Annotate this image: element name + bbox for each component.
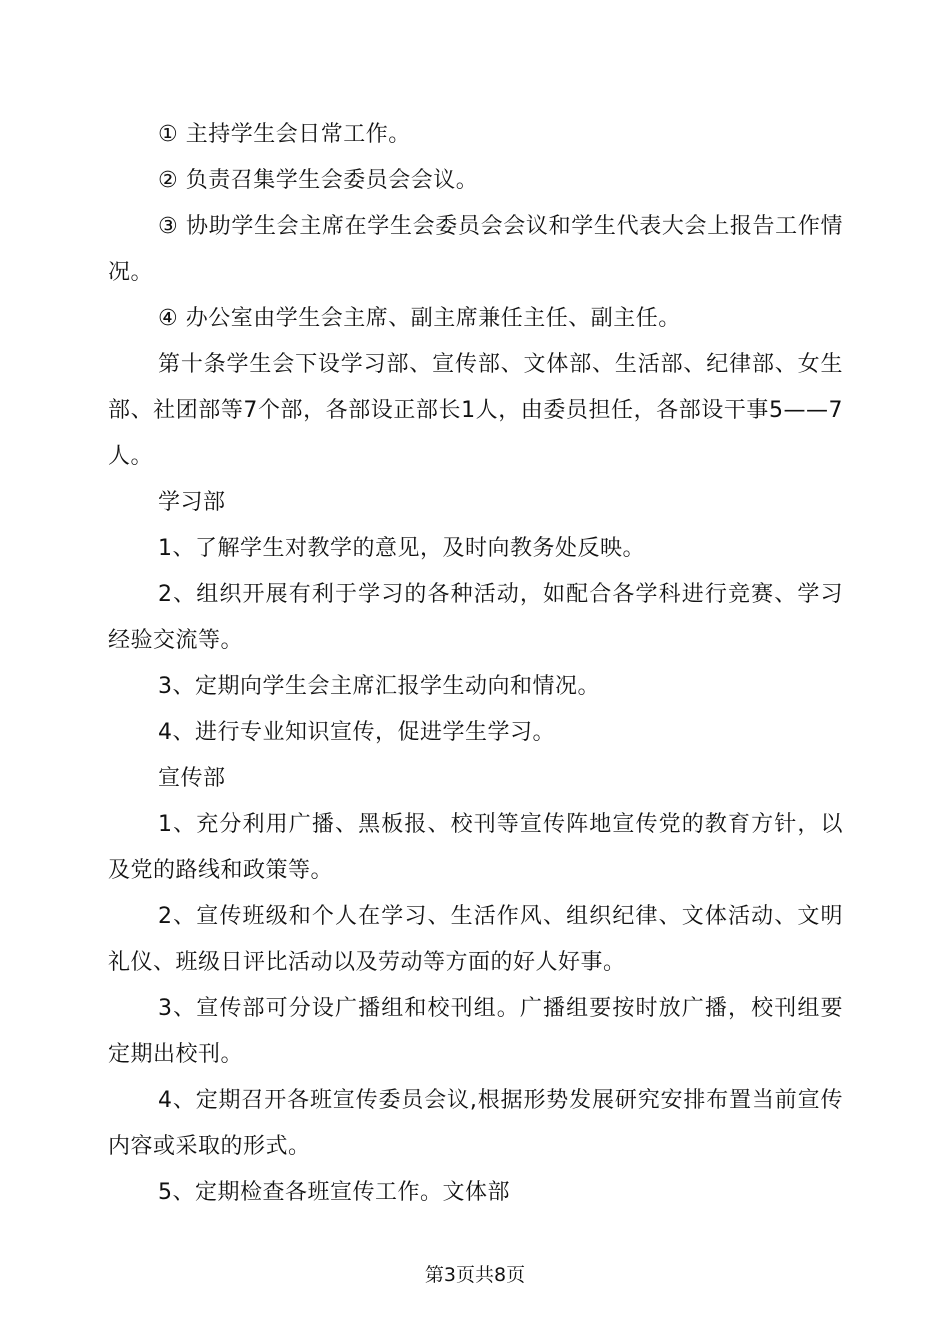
paragraph-publicity-1: 1、充分利用广播、黑板报、校刊等宣传阵地宣传党的教育方针，以及党的路线和政策等。 [108, 812, 843, 883]
paragraph-publicity-5: 5、定期检查各班宣传工作。文体部 [158, 1180, 510, 1205]
paragraph-publicity-3: 3、宣传部可分设广播组和校刊组。广播组要按时放广播，校刊组要定期出校刊。 [108, 996, 843, 1067]
paragraph-publicity-4: 4、定期召开各班宣传委员会议,根据形势发展研究安排布置当前宣传内容或采取的形式。 [108, 1088, 843, 1159]
paragraph-study-2: 2、组织开展有利于学习的各种活动，如配合各学科进行竞赛、学习经验交流等。 [108, 582, 843, 653]
paragraph-duty-4: ④ 办公室由学生会主席、副主席兼任主任、副主任。 [158, 306, 681, 331]
page-number-footer: 第3页共8页 [424, 1264, 526, 1286]
section-heading-study: 学习部 [158, 490, 226, 515]
paragraph-study-4: 4、进行专业知识宣传，促进学生学习。 [158, 720, 555, 745]
paragraph-duty-1: ① 主持学生会日常工作。 [158, 122, 411, 147]
paragraph-duty-3: ③ 协助学生会主席在学生会委员会会议和学生代表大会上报告工作情况。 [108, 214, 843, 285]
section-heading-publicity: 宣传部 [158, 766, 226, 791]
paragraph-duty-2: ② 负责召集学生会委员会会议。 [158, 168, 479, 193]
paragraph-publicity-2: 2、宣传班级和个人在学习、生活作风、组织纪律、文体活动、文明礼仪、班级日评比活动以及劳动等方面的好人好事。 [108, 904, 843, 975]
paragraph-article-10: 第十条学生会下设学习部、宣传部、文体部、生活部、纪律部、女生部、社团部等7个部，各部设正部长1人，由委员担任，各部设干事5——7人。 [108, 352, 843, 469]
paragraph-study-3: 3、定期向学生会主席汇报学生动向和情况。 [158, 674, 600, 699]
paragraph-study-1: 1、了解学生对教学的意见，及时向教务处反映。 [158, 536, 645, 561]
document-body [108, 112, 843, 1216]
